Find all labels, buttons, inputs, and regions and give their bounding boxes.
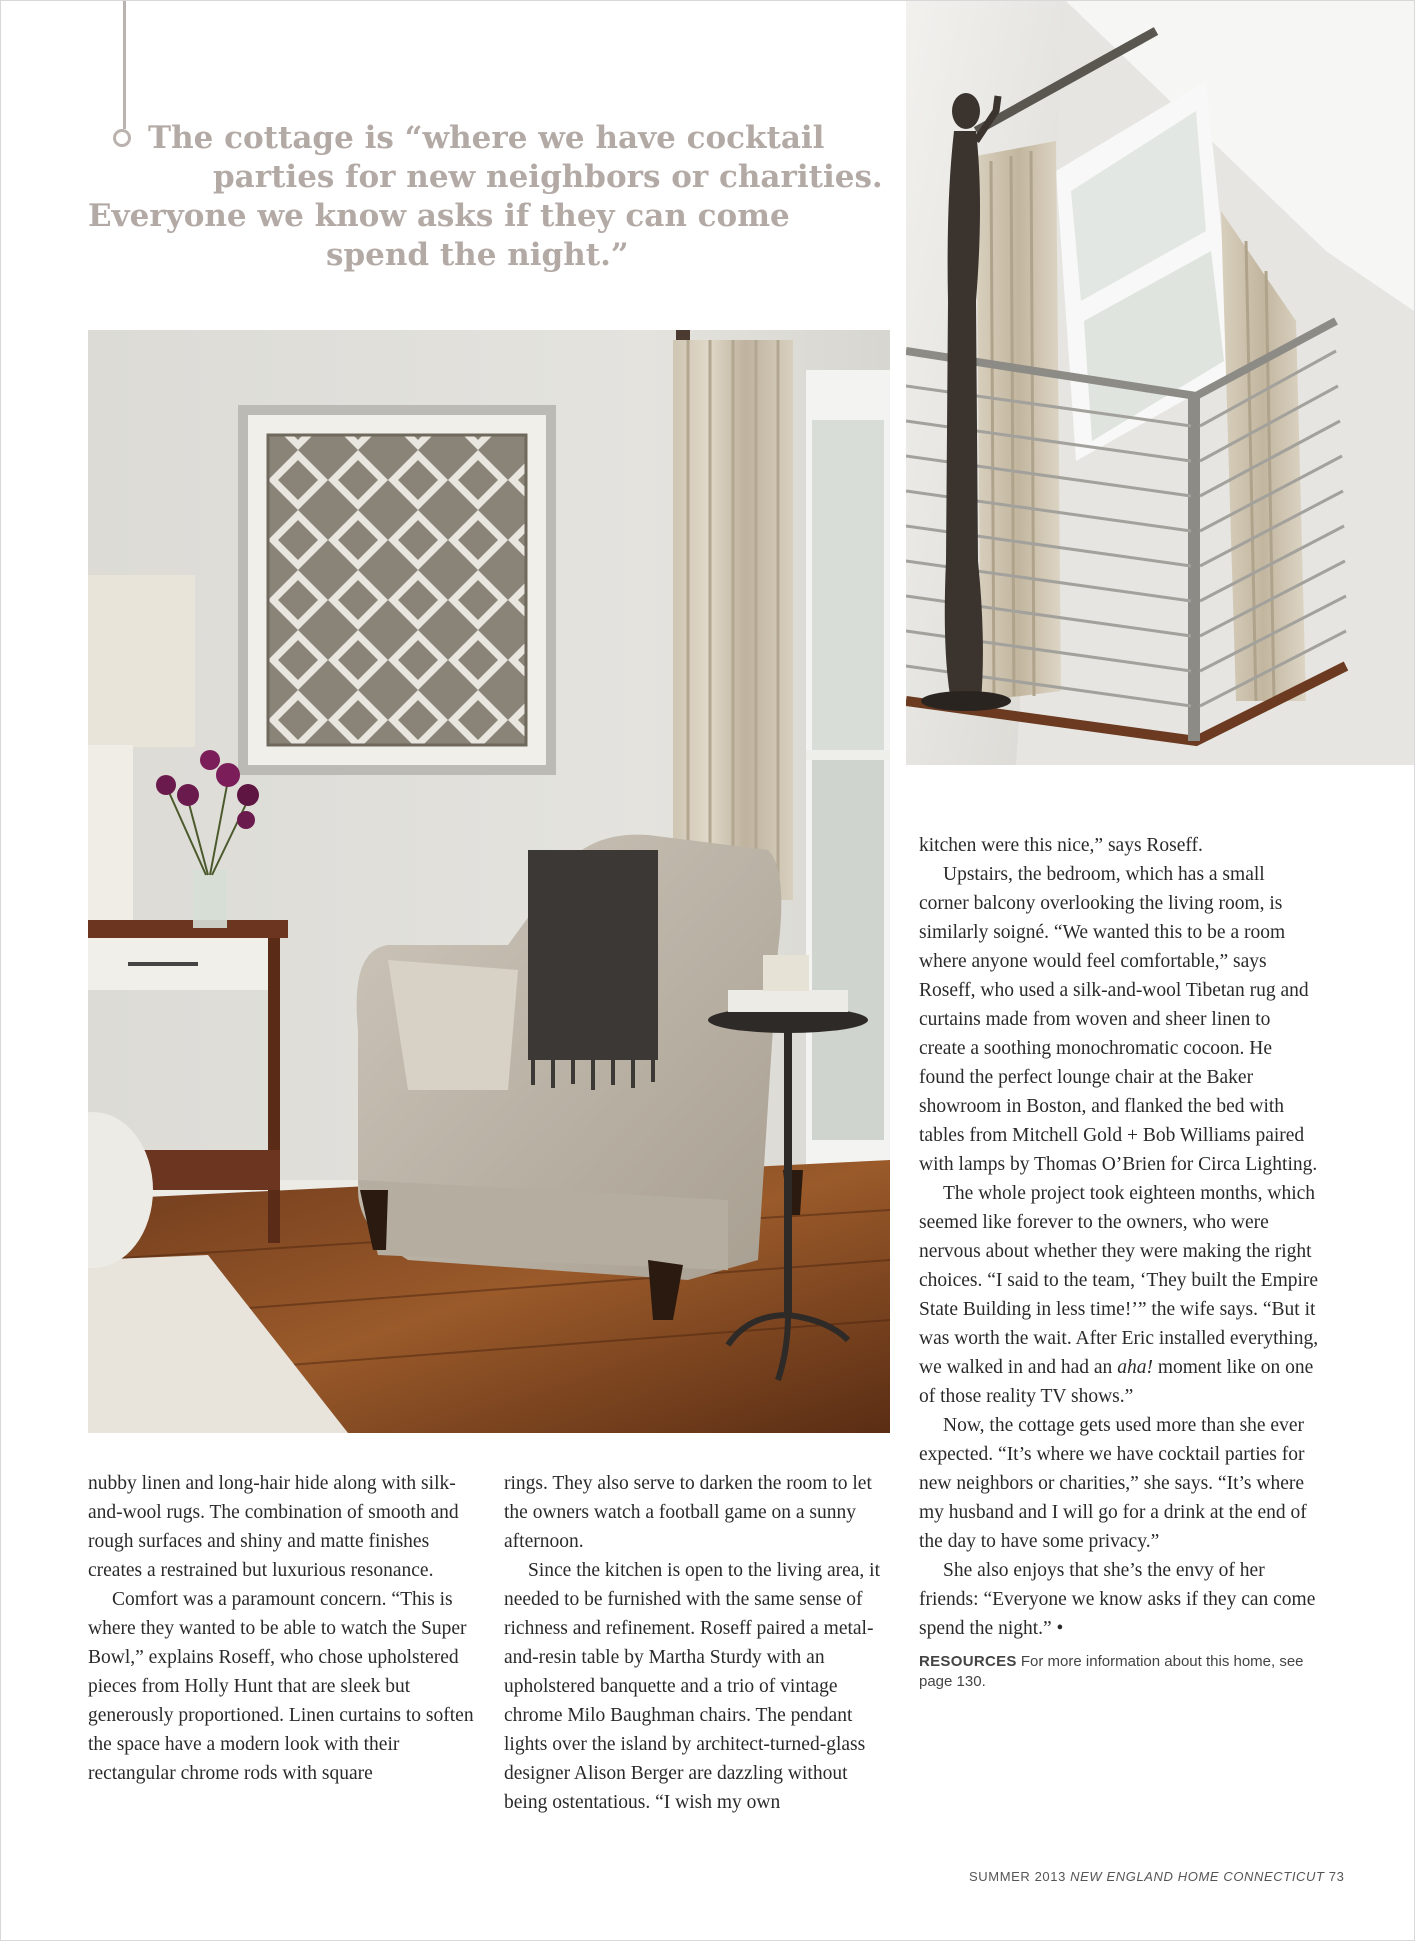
column-3-paragraph-3-end: moment like on one of those reality TV shows.”: [919, 1357, 1314, 1407]
stairwell-photo: [906, 1, 1414, 765]
resources-text: For more information about this home, see page 130.: [919, 1653, 1304, 1690]
resources-label: RESOURCES: [919, 1653, 1017, 1670]
column-3-paragraph-4: Now, the cottage gets used more than she ever expected. “It’s where we have cocktail parties for new neighbors or charities,” she says. “It’s where my husband and I will go for a drink at the end of the day to have some privacy.”: [919, 1415, 1307, 1552]
column-1-paragraph-1: nubby linen and long-hair hide along with silk-and-wool rugs. The combination of smooth and rough surfaces and shiny and matte finishes creates a restrained but luxurious resonance.: [88, 1473, 459, 1581]
column-1-paragraph-2: Comfort was a paramount concern. “This is where they wanted to be able to watch the Super Bowl,” explains Roseff, who chose upholstered pieces from Holly Hunt that are sleek but generously proportioned. Linen curtains to soften the space have a modern look with their rectangular chrome rods with square: [88, 1589, 474, 1784]
folio-season: SUMMER 2013: [969, 1869, 1066, 1884]
pull-quote-line-1: The cottage is “where we have cocktail: [148, 120, 825, 156]
living-room-photo: [88, 330, 890, 1433]
resources-note: [919, 1652, 1319, 1692]
column-3-italic-aha: aha!: [1117, 1357, 1153, 1378]
column-3-paragraph-2: Upstairs, the bedroom, which has a small corner balcony overlooking the living room, is similarly soigné. “We wanted this to be a room where anyone would feel comfortable,” says Roseff, who used a silk-and-wool Tibetan rug and curtains made from woven and sheer linen to create a soothing monochromatic cocoon. He found the perfect lounge chair at the Baker showroom in Boston, and flanked the bed with tables from Mitchell Gold + Bob Williams paired with lamps by Thomas O’Brien for Circa Lighting.: [919, 864, 1318, 1175]
quote-rule-line: [123, 1, 126, 129]
column-3-paragraph-3: [919, 1179, 1319, 1411]
column-3-paragraph-3-start: The whole project took eighteen months, which seemed like forever to the owners, who were nervous about whether they were making the right choices. “I said to the team, ‘They built the Empire State Building in less time!’” the wife says. “But it was worth the wait. After Eric installed everything, we walked in and had an: [919, 1183, 1319, 1378]
article-column-3: [919, 831, 1319, 1692]
pull-quote-line-4: spend the night.”: [326, 237, 629, 273]
article-column-1: [88, 1469, 476, 1788]
pull-quote: [83, 119, 883, 275]
column-3-paragraph-1: kitchen were this nice,” says Roseff.: [919, 835, 1203, 856]
column-3-paragraph-5: She also enjoys that she’s the envy of her friends: “Everyone we know asks if they can come spend the night.” •: [919, 1560, 1316, 1639]
column-2-paragraph-1: rings. They also serve to darken the room to let the owners watch a football game on a sunny afternoon.: [504, 1473, 872, 1552]
page-folio: [969, 1869, 1344, 1884]
pull-quote-line-3: Everyone we know asks if they can come: [88, 198, 790, 234]
folio-page-number: 73: [1328, 1869, 1345, 1884]
pull-quote-line-2: parties for new neighbors or charities.: [213, 159, 883, 195]
folio-magazine-title: NEW ENGLAND HOME CONNECTICUT: [1070, 1869, 1325, 1884]
article-column-2: [504, 1469, 892, 1817]
column-2-paragraph-2: Since the kitchen is open to the living area, it needed to be furnished with the same sense of richness and refinement. Roseff paired a metal-and-resin table by Martha Sturdy with an upholstered banquette and a trio of vintage chrome Milo Baughman chairs. The pendant lights over the island by architect-turned-glass designer Alison Berger are dazzling without being ostentatious. “I wish my own: [504, 1560, 880, 1813]
